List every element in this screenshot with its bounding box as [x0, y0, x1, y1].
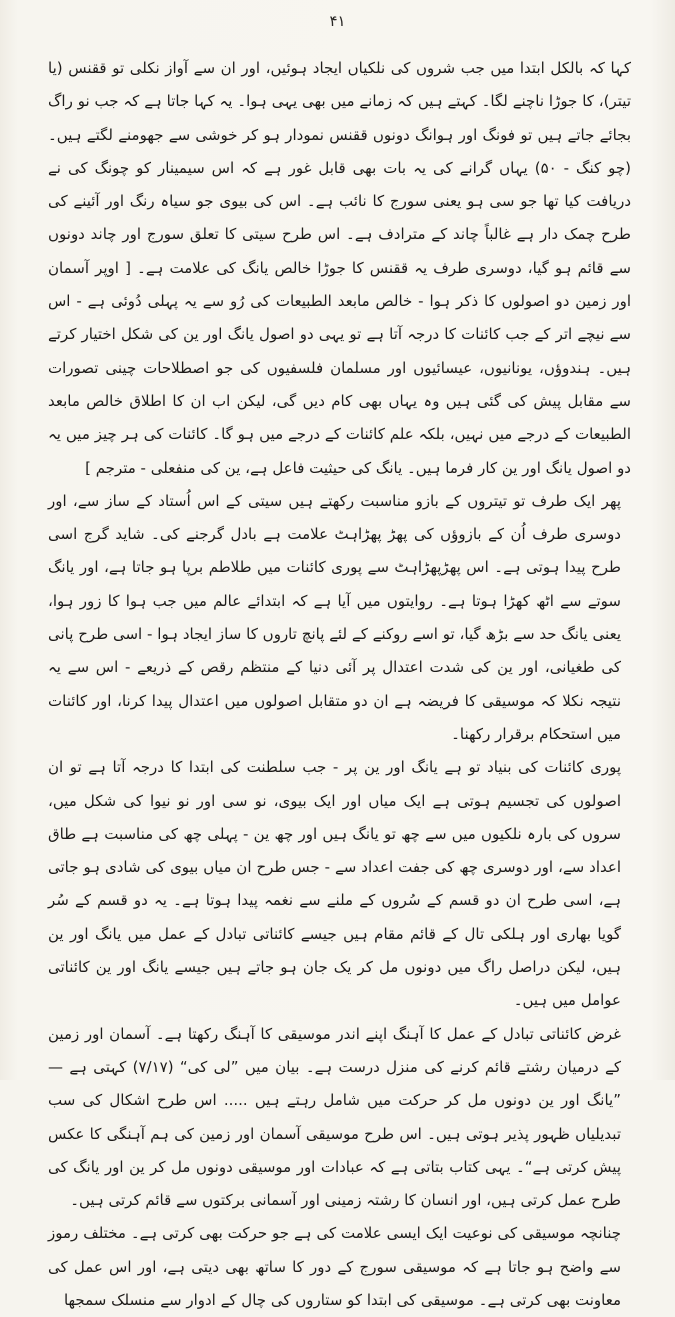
paragraph-3: پوری کائنات کی بنیاد تو ہے یانگ اور ین پر - جب سلطنت کی ابتدا کا درجہ آتا ہے تو ان اصولوں کی تجسیم ہوتی ہے ایک میاں اور ایک بیوی، نو سی اور نو نیوا کی شکل میں، سروں کی بارہ نلکیوں میں سے چھ تو یانگ ہیں اور چھ ین - پہلی چھ کی مناسبت ہے طاق اعداد سے، اور دوسری چھ کی جفت اعداد سے - جس طرح ان میاں بیوی کی شادی ہو جاتی ہے، اسی طرح ان دو قسم کے سُروں کے ملنے سے نغمہ پیدا ہوتا ہے۔ یہ دو قسم کے سُر گویا بھاری اور ہلکی تال کے قائم مقام ہیں جیسے کائناتی تبادل کے عمل میں یانگ اور ین ہیں، لیکن دراصل راگ میں دونوں مل کر یک جان ہو جاتے ہیں جیسے یانگ اور ین کائناتی عوامل میں ہیں۔ — [48, 758, 621, 1010]
paragraph-5: چنانچہ موسیقی کی نوعیت ایک ایسی علامت کی ہے جو حرکت بھی کرتی ہے۔ مختلف رموز سے واضح ہو جاتا ہے کہ موسیقی سورج کے دور کا ساتھ بھی دیتی ہے، اور اس عمل کی معاونت بھی کرتی ہے۔ موسیقی کی ابتدا کو ستاروں کی چال کے ادوار سے منسلک سمجھا — [48, 1224, 621, 1309]
paragraph-2: پھر ایک طرف تو تیتروں کے بازو مناسبت رکھتے ہیں سیتی کے اس اُستاد کے ساز سے، اور دوسری طرف اُن کے بازوؤں کی پھڑ پھڑاہٹ علامت ہے بادل گرجنے کی۔ شاید گرج اسی طرح پیدا ہوتی ہے۔ اس پھڑپھڑاہٹ سے پوری کائنات میں طلاطم برپا ہو جاتا ہے، اور یانگ سوتے سے اٹھ کھڑا ہوتا ہے۔ روایتوں میں آیا ہے کہ ابتدائے عالم میں جب ہوا کا زور ہوا، یعنی یانگ حد سے بڑھ گیا، تو اسے روکنے کے لئے پانچ تاروں کا ساز ایجاد ہوا - اسی طرح پانی کی طغیانی، اور ین کی شدت اعتدال پر آئی دنیا کے منتظم رقص کے ذریعے - اس سے یہ نتیجہ نکلا کہ موسیقی کا فریضہ ہے ان دو متقابل اصولوں میں اعتدال پیدا کرنا، اور کائنات میں استحکام برقرار رکھنا۔ — [48, 491, 621, 743]
paragraph-4: غرض کائناتی تبادل کے عمل کا آہنگ اپنے اندر موسیقی کا آہنگ رکھتا ہے۔ آسمان اور زمین کے درمیان رشتے قائم کرنے کی منزل درست ہے۔ بیان میں ”لی کی“ (۷/۱۷) کہتی ہے — ”یانگ اور ین دونوں مل کر حرکت میں شامل رہتے ہیں ..... اس طرح اشکال کی سب تبدیلیاں ظہور پذیر ہوتی ہیں۔ اس طرح موسیقی آسمان اور زمین کی ہم آہنگی کا عکس پیش کرتی ہے“۔ یہی کتاب بتاتی ہے کہ عبادات اور موسیقی دونوں مل کر ین اور یانگ کی طرح عمل کرتی ہیں، اور انسان کا رشتہ زمینی اور آسمانی برکتوں سے قائم کرتی ہیں۔ — [48, 1024, 621, 1210]
paragraph-1: کہا کہ بالکل ابتدا میں جب شروں کی نلکیاں ایجاد ہوئیں، اور ان سے آواز نکلی تو ققنس (یا تیتر)، کا جوڑا ناچنے لگا۔ کہتے ہیں کہ زمانے میں بھی یہی ہوا۔ یہ کہا جاتا ہے کہ جب نو راگ بجائے جاتے ہیں تو فونگ اور ہوانگ دونوں ققنس نمودار ہو کر خوشی سے جھومنے لگتے ہیں۔ (چو کنگ - ۵۰) یہاں گرانے کی یہ بات بھی قابل غور ہے کہ اس سیمینار کو چونگ کی نے دریافت کیا تھا جو سی ہو یعنی سورج کا نائب ہے۔ اس کی بیوی جو سیاہ رنگ اور آئینے کی طرح چمک دار ہے غالباً چاند کے مترادف ہے۔ اس طرح سیتی کا تعلق سورج اور چاند دونوں سے قائم ہو گیا، دوسری طرف یہ ققنس کا جوڑا خالص یانگ کی علامت ہے۔ [ اوپر آسمان اور زمین دو اصولوں کا ذکر ہوا - خالص مابعد الطبیعات کی رُو سے یہ پہلی دُوئی ہے - اس سے نیچے اتر کے جب کائنات کا درجہ آتا ہے تو یہی دو اصول یانگ اور ین کی شکل اختیار کرتے ہیں۔ ہندوؤں، یونانیوں، عیسائیوں اور مسلمان فلسفیوں کی جو اصطلاحات چینی تصورات سے مقابل پیش کی گئی ہیں وہ یہاں بھی کام دیں گی، لیکن اب ان کا اطلاق خالص مابعد الطبیعات کے درجے میں نہیں، بلکہ علم کائنات کے درجے میں ہو گا۔ کائنات کی ہر چیز میں یہ دو اصول یانگ اور ین کار فرما ہیں۔ یانگ کی حیثیت فاعل ہے، ین کی منفعلی - مترجم ] — [48, 59, 632, 477]
page-number: ۴۱ — [329, 12, 346, 30]
